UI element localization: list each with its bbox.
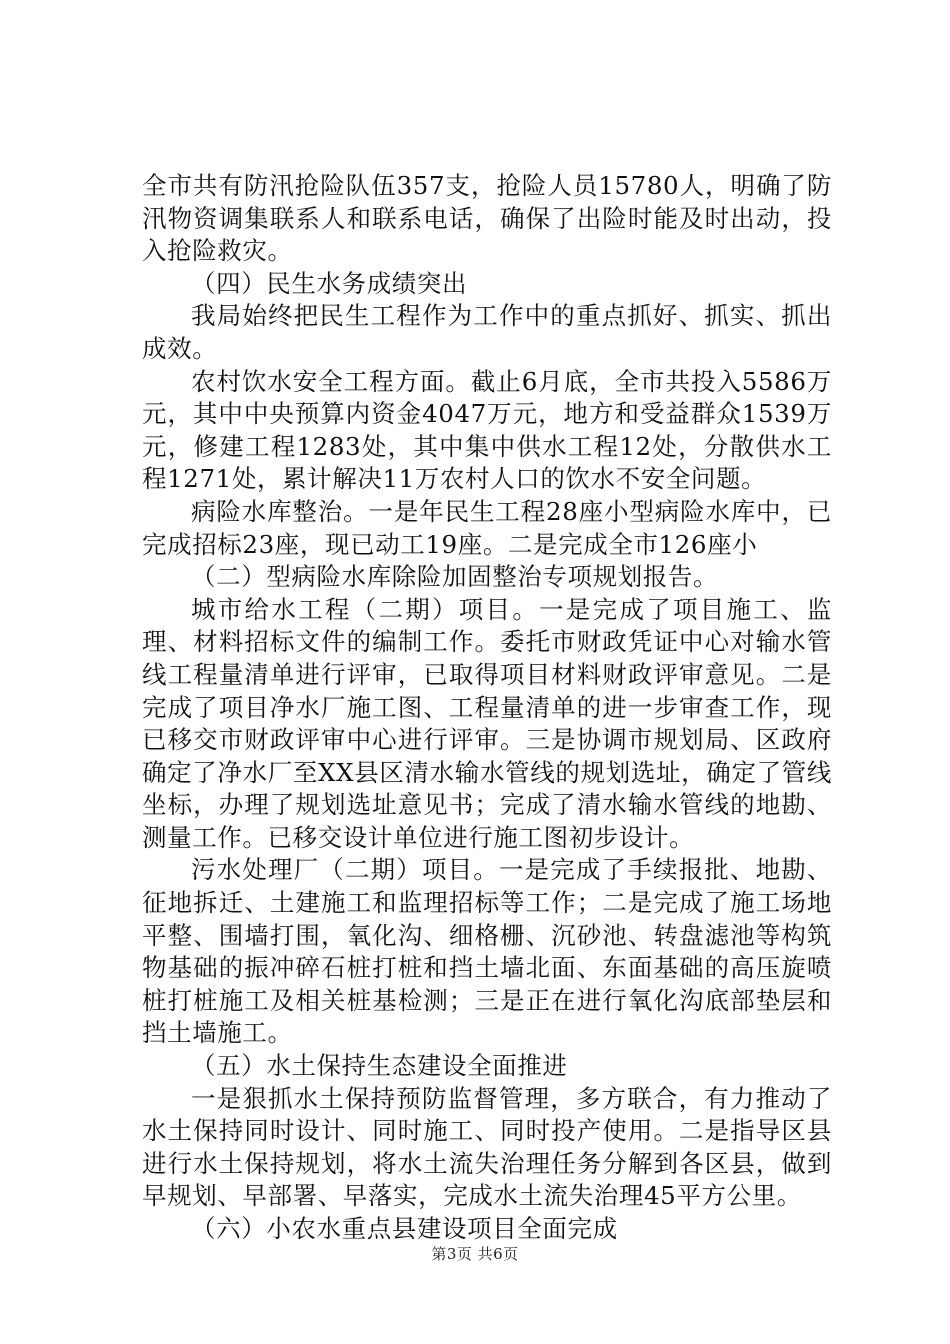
- section-heading-livelihood-water: （四）民生水务成绩突出: [191, 268, 468, 298]
- paragraph-soil-conservation: 一是狠抓水土保持预防监督管理，多方联合，有力推动了水土保持同时设计、同时施工、同时投产使用。二是指导区县进行水土保持规划，将水土流失治理任务分解到各区县，做到早规划、早部署、早落实，完成水土流失治理45平方公里。: [142, 1083, 832, 1211]
- document-body: [142, 170, 832, 1246]
- paragraph-livelihood-intro: 我局始终把民生工程作为工作中的重点抓好、抓实、抓出成效。: [142, 301, 832, 363]
- section-heading-small-irrigation: （六）小农水重点县建设项目全面完成: [191, 1214, 618, 1243]
- paragraph-rural-drinking-water: 农村饮水安全工程方面。截止6月底，全市共投入5586万元，其中中央预算内资金4047万元，地方和受益群众1539万元，修建工程1283处，其中集中供水工程12处，分散供水工程1271处，累计解决11万农村人口的饮水不安全问题。: [142, 366, 832, 494]
- paragraph-flood-teams: 全市共有防汛抢险队伍357支，抢险人员15780人，明确了防汛物资调集联系人和联系电话，确保了出险时能及时出动，投入抢险救灾。: [142, 171, 832, 266]
- paragraph-sewage-plant: 污水处理厂（二期）项目。一是完成了手续报批、地勘、征地拆迁、土建施工和监理招标等工作；二是完成了施工场地平整、围墙打围，氧化沟、细格栅、沉砂池、转盘滤池等构筑物基础的振冲碎石桩打桩和挡土墙北面、东面基础的高压旋喷桩打桩施工及相关桩基检测；三是正在进行氧化沟底部垫层和挡土墙施工。: [142, 855, 832, 1048]
- page-number-footer: 第3页 共6页: [431, 1245, 519, 1263]
- paragraph-city-water-supply: 城市给水工程（二期）项目。一是完成了项目施工、监理、材料招标文件的编制工作。委托市财政凭证中心对输水管线工程量清单进行评审，已取得项目材料财政评审意见。二是完成了项目净水厂施工图、工程量清单的进一步审查工作，现已移交市财政评审中心进行评审。三是协调市规划局、区政府确定了净水厂至XX县区清水输水管线的规划选址，确定了管线坐标，办理了规划选址意见书；完成了清水输水管线的地勘、测量工作。已移交设计单位进行施工图初步设计。: [142, 594, 832, 852]
- section-heading-soil-conservation: （五）水土保持生态建设全面推进: [191, 1051, 568, 1081]
- paragraph-reservoir-repair: 病险水库整治。一是年民生工程28座小型病险水库中，已完成招标23座，现已动工19座。二是完成全市126座小: [142, 496, 832, 559]
- paragraph-reservoir-plan: （二）型病险水库除险加固整治专项规划报告。: [191, 562, 719, 592]
